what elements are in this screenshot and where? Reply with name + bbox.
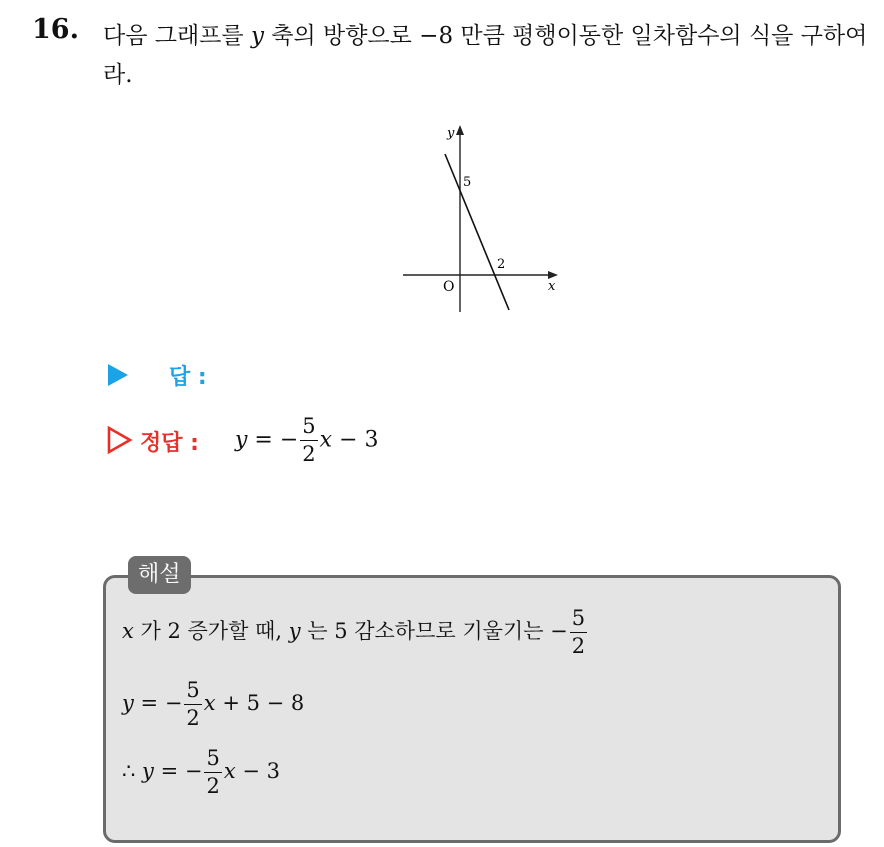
exp2-y: y — [122, 691, 134, 715]
answer-label: 답 : — [169, 365, 207, 390]
exp3-eq: = − — [153, 759, 203, 783]
outline-triangle-icon — [107, 426, 133, 454]
sol-den: 2 — [302, 442, 316, 466]
exp3-den: 2 — [206, 774, 220, 798]
question-text — [103, 17, 873, 95]
origin-label: O — [443, 279, 455, 295]
sol-y: y — [235, 427, 248, 453]
x-axis-arrow — [548, 271, 558, 279]
question-text-part2: 축의 방향으로 −8 만큼 평행이동한 일차함수의 식을 구하여라. — [103, 23, 868, 88]
exp1-fraction — [570, 608, 587, 657]
sol-rest: − 3 — [332, 427, 379, 453]
solution-equation — [235, 416, 379, 465]
linear-function-graph — [395, 120, 565, 320]
exp1-a: 가 2 증가할 때, — [133, 619, 289, 643]
sol-x: x — [319, 427, 333, 453]
explanation-line-1 — [122, 608, 589, 657]
exp2-num: 5 — [184, 680, 201, 705]
exp3-therefore: ∴ — [122, 759, 143, 783]
question-variable: y — [250, 23, 264, 49]
x-axis-label: x — [548, 279, 556, 294]
explanation-line-2 — [122, 680, 304, 729]
x-intercept-label: 2 — [497, 257, 506, 272]
y-intercept-label: 5 — [463, 175, 472, 190]
exp3-num: 5 — [204, 748, 221, 773]
exp2-x: x — [203, 691, 216, 715]
exp3-rest: − 3 — [235, 759, 280, 783]
exp3-x: x — [223, 759, 236, 783]
question-text-part1: 다음 그래프를 — [103, 23, 251, 49]
y-axis-label: y — [447, 126, 455, 141]
exp2-rest: + 5 − 8 — [215, 691, 305, 715]
exp1-den: 2 — [571, 634, 586, 658]
exp2-eq: = − — [133, 691, 183, 715]
sol-eq: = − — [247, 427, 299, 453]
play-triangle-icon — [107, 363, 129, 387]
explanation-tag: 해설 — [128, 556, 191, 594]
exp3-fraction — [204, 748, 221, 797]
sol-num: 5 — [300, 416, 317, 441]
exp2-fraction — [184, 680, 201, 729]
exp2-den: 2 — [186, 706, 200, 730]
y-axis-arrow — [456, 125, 464, 135]
graph-line — [445, 154, 509, 310]
exp1-x: x — [122, 619, 134, 643]
sol-fraction — [300, 416, 317, 465]
solution-label: 정답 : — [140, 431, 199, 456]
explanation-line-3 — [122, 748, 280, 797]
question-number: 16. — [32, 14, 79, 45]
exp1-num: 5 — [570, 608, 587, 633]
exp1-y: y — [288, 619, 301, 643]
exp3-y: y — [142, 759, 154, 783]
exp1-b: 는 5 감소하므로 기울기는 − — [300, 619, 568, 643]
